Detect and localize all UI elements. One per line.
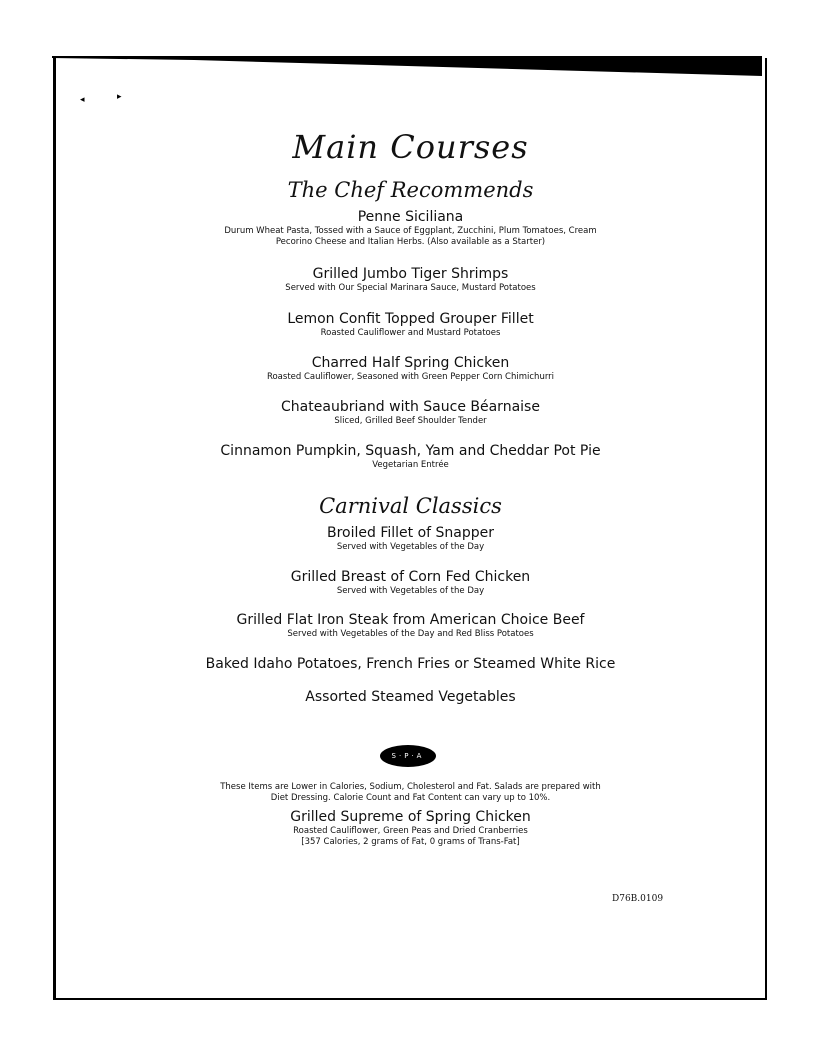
dish-description: Roasted Cauliflower, Seasoned with Green Pepper Corn Chimichurri [266, 372, 555, 382]
dish-description: Roasted Cauliflower and Mustard Potatoes [320, 328, 501, 338]
dish-name: Grilled Supreme of Spring Chicken [290, 809, 531, 825]
side-dish: Baked Idaho Potatoes, French Fries or Steamed White Rice [205, 656, 616, 672]
dish-name: Chateaubriand with Sauce Béarnaise [281, 399, 540, 415]
chef-section-heading: The Chef Recommends [287, 178, 534, 202]
dish-description: Roasted Cauliflower, Green Peas and Dried Cranberries [293, 826, 528, 836]
menu-item [56, 266, 765, 294]
menu-item [56, 209, 765, 248]
dish-description: Served with Vegetables of the Day [336, 586, 485, 596]
spa-note-line: These Items are Lower in Calories, Sodium, Cholesterol and Fat. Salads are prepared with [220, 782, 601, 792]
spa-note [56, 782, 765, 804]
dish-name: Grilled Breast of Corn Fed Chicken [290, 569, 531, 585]
dish-name: Charred Half Spring Chicken [311, 355, 510, 371]
menu-code: D76B.0109 [612, 894, 664, 904]
menu-item [56, 525, 765, 553]
spa-logo: S·P·A [380, 745, 436, 767]
dish-description: Pecorino Cheese and Italian Herbs. (Also available as a Starter) [275, 237, 546, 247]
menu-item [56, 443, 765, 471]
scan-speck: ◂ [80, 95, 85, 105]
menu-item [56, 355, 765, 383]
dish-description: Served with Vegetables of the Day and Red Bliss Potatoes [287, 629, 534, 639]
dish-name: Grilled Jumbo Tiger Shrimps [312, 266, 509, 282]
menu-title: Main Courses [292, 128, 529, 166]
dish-name: Grilled Flat Iron Steak from American Choice Beef [236, 612, 585, 628]
nutrition-info: [357 Calories, 2 grams of Fat, 0 grams of Trans-Fat] [301, 837, 520, 847]
menu-item [56, 399, 765, 427]
menu-item [56, 311, 765, 339]
spa-menu-item [56, 809, 765, 848]
dish-description: Served with Our Special Marinara Sauce, Mustard Potatoes [285, 283, 536, 293]
scan-speck: ▸ [117, 92, 122, 102]
classics-section-heading: Carnival Classics [319, 494, 502, 518]
menu-item [56, 569, 765, 597]
menu-page [53, 58, 767, 1000]
dish-description: Served with Vegetables of the Day [336, 542, 485, 552]
dish-description: Vegetarian Entrée [372, 460, 449, 470]
dish-name: Penne Siciliana [357, 209, 464, 225]
spa-note-line: Diet Dressing. Calorie Count and Fat Content can vary up to 10%. [270, 793, 551, 803]
dish-description: Sliced, Grilled Beef Shoulder Tender [334, 416, 487, 426]
dish-name: Lemon Confit Topped Grouper Fillet [287, 311, 534, 327]
dish-name: Cinnamon Pumpkin, Squash, Yam and Cheddar Pot Pie [220, 443, 601, 459]
dish-description: Durum Wheat Pasta, Tossed with a Sauce of Eggplant, Zucchini, Plum Tomatoes, Cream [224, 226, 597, 236]
menu-item [56, 612, 765, 640]
side-dish: Assorted Steamed Vegetables [305, 689, 516, 705]
dish-name: Broiled Fillet of Snapper [326, 525, 495, 541]
